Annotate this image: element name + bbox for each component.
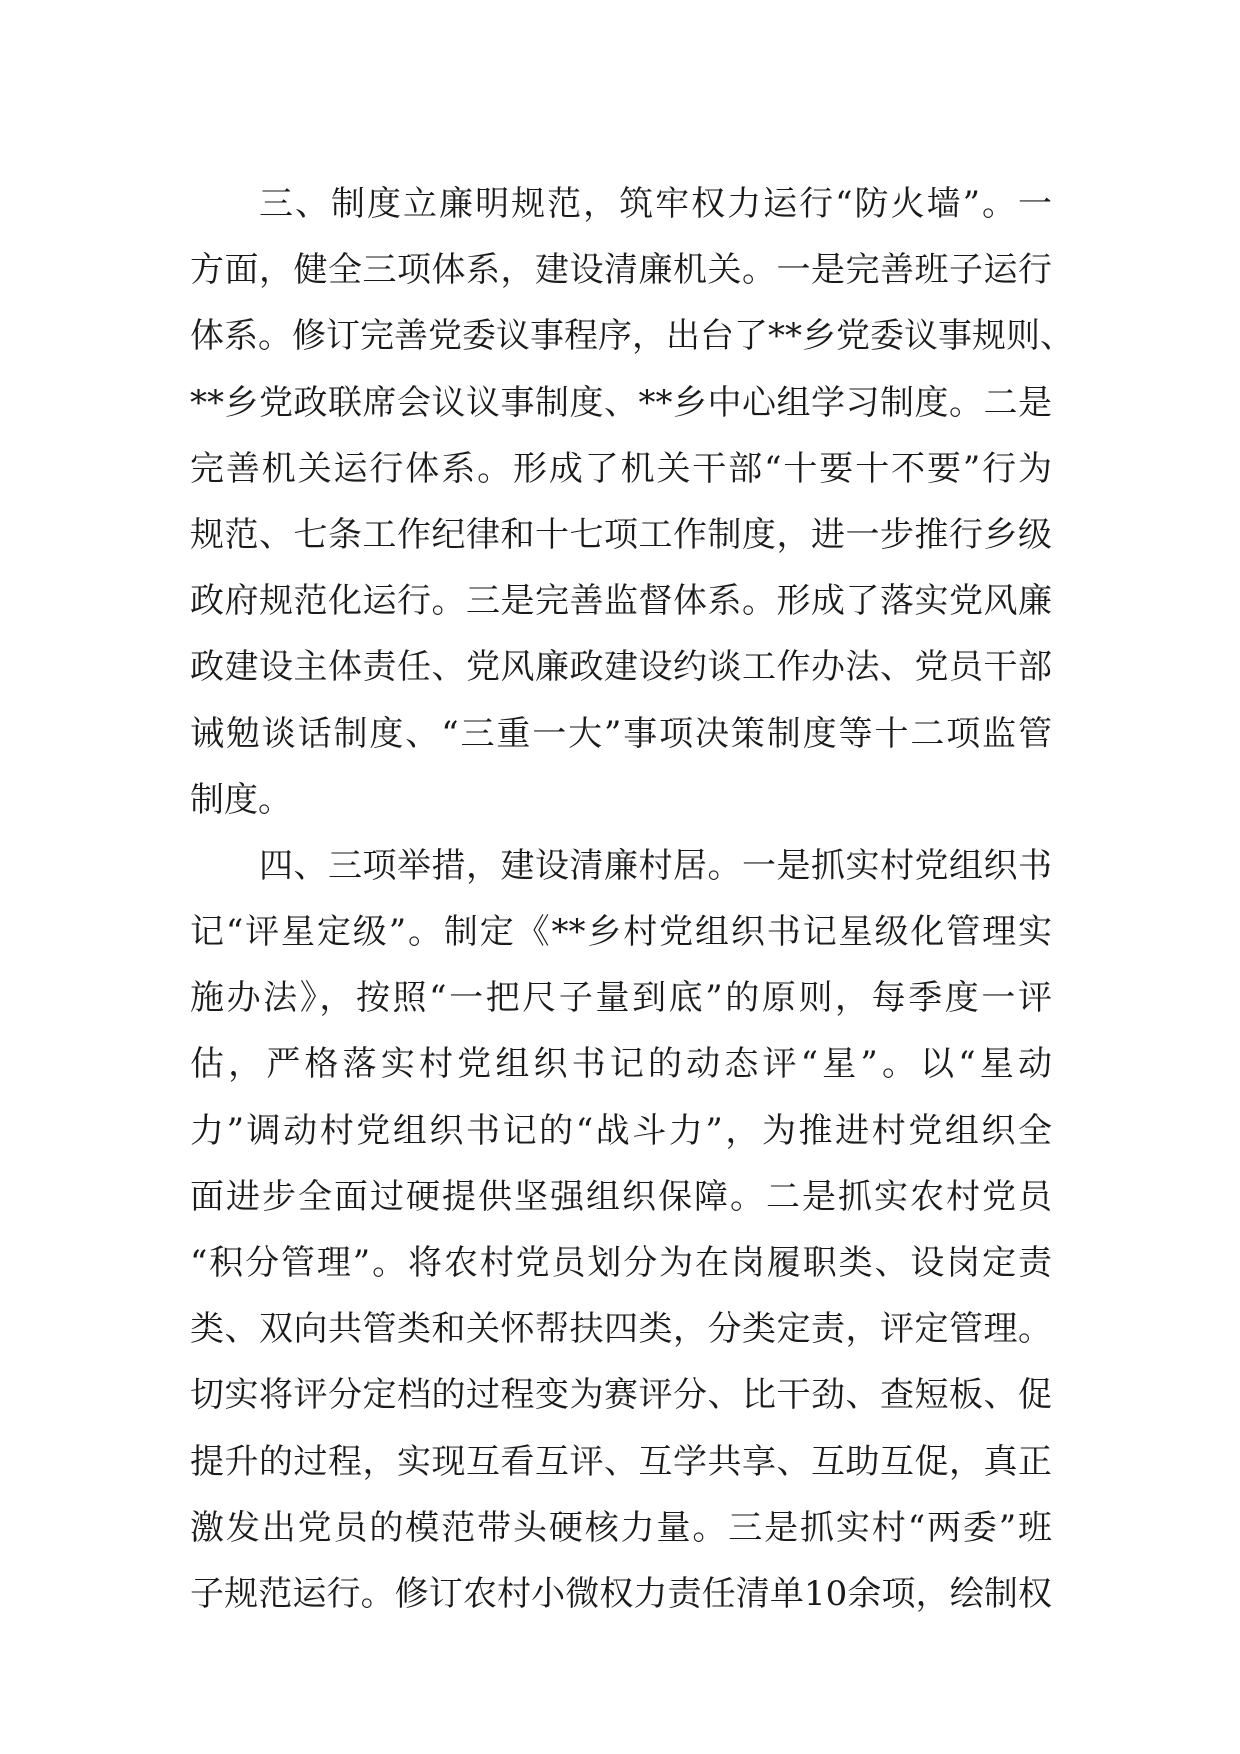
paragraph-line: 施办法》，按照“一把尺子量到底”的原则，每季度一评 xyxy=(190,978,1052,1019)
paragraph-line: 完善机关运行体系。形成了机关干部“十要十不要”行为 xyxy=(190,448,1052,489)
paragraph-line: 制度。 xyxy=(190,779,292,820)
paragraph-line: 记“评星定级”。制定《**乡村党组织书记星级化管理实 xyxy=(190,912,1052,953)
paragraph-line: 四、三项举措，建设清廉村居。一是抓实村党组织书 xyxy=(259,845,1052,886)
paragraph-line: 力”调动村党组织书记的“战斗力”，为推进村党组织全 xyxy=(190,1110,1052,1151)
paragraph-line: 类、双向共管类和关怀帮扶四类，分类定责，评定管理。 xyxy=(190,1309,1052,1350)
paragraph-line: 激发出党员的模范带头硬核力量。三是抓实村“两委”班 xyxy=(190,1507,1052,1548)
paragraph-line: 政府规范化运行。三是完善监督体系。形成了落实党风廉 xyxy=(190,581,1052,622)
document-body xyxy=(190,171,1074,1627)
paragraph-line: 子规范运行。修订农村小微权力责任清单10余项，绘制权 xyxy=(190,1573,1052,1614)
paragraph-line: 规范、七条工作纪律和十七项工作制度，进一步推行乡级 xyxy=(190,514,1052,555)
paragraph-line: 提升的过程，实现互看互评、互学共享、互助互促，真正 xyxy=(190,1441,1052,1482)
paragraph-line: 三、制度立廉明规范，筑牢权力运行“防火墙”。一 xyxy=(259,184,1052,224)
paragraph-system-rules xyxy=(190,171,1074,833)
paragraph-line: 诫勉谈话制度、“三重一大”事项决策制度等十二项监管 xyxy=(190,713,1052,754)
paragraph-line: **乡党政联席会议议事制度、**乡中心组学习制度。二是 xyxy=(190,382,1052,423)
paragraph-line: 估，严格落实村党组织书记的动态评“星”。以“星动 xyxy=(190,1044,1052,1085)
paragraph-line: 面进步全面过硬提供坚强组织保障。二是抓实农村党员 xyxy=(190,1176,1052,1217)
paragraph-line: 政建设主体责任、党风廉政建设约谈工作办法、党员干部 xyxy=(190,647,1052,688)
paragraph-line: 切实将评分定档的过程变为赛评分、比干劲、查短板、促 xyxy=(190,1375,1052,1416)
paragraph-line: 体系。修订完善党委议事程序，出台了**乡党委议事规则、 xyxy=(190,316,1074,357)
paragraph-line: 方面，健全三项体系，建设清廉机关。一是完善班子运行 xyxy=(190,250,1052,291)
paragraph-village-measures xyxy=(190,833,1052,1627)
paragraph-line: “积分管理”。将农村党员划分为在岗履职类、设岗定责 xyxy=(190,1243,1052,1283)
